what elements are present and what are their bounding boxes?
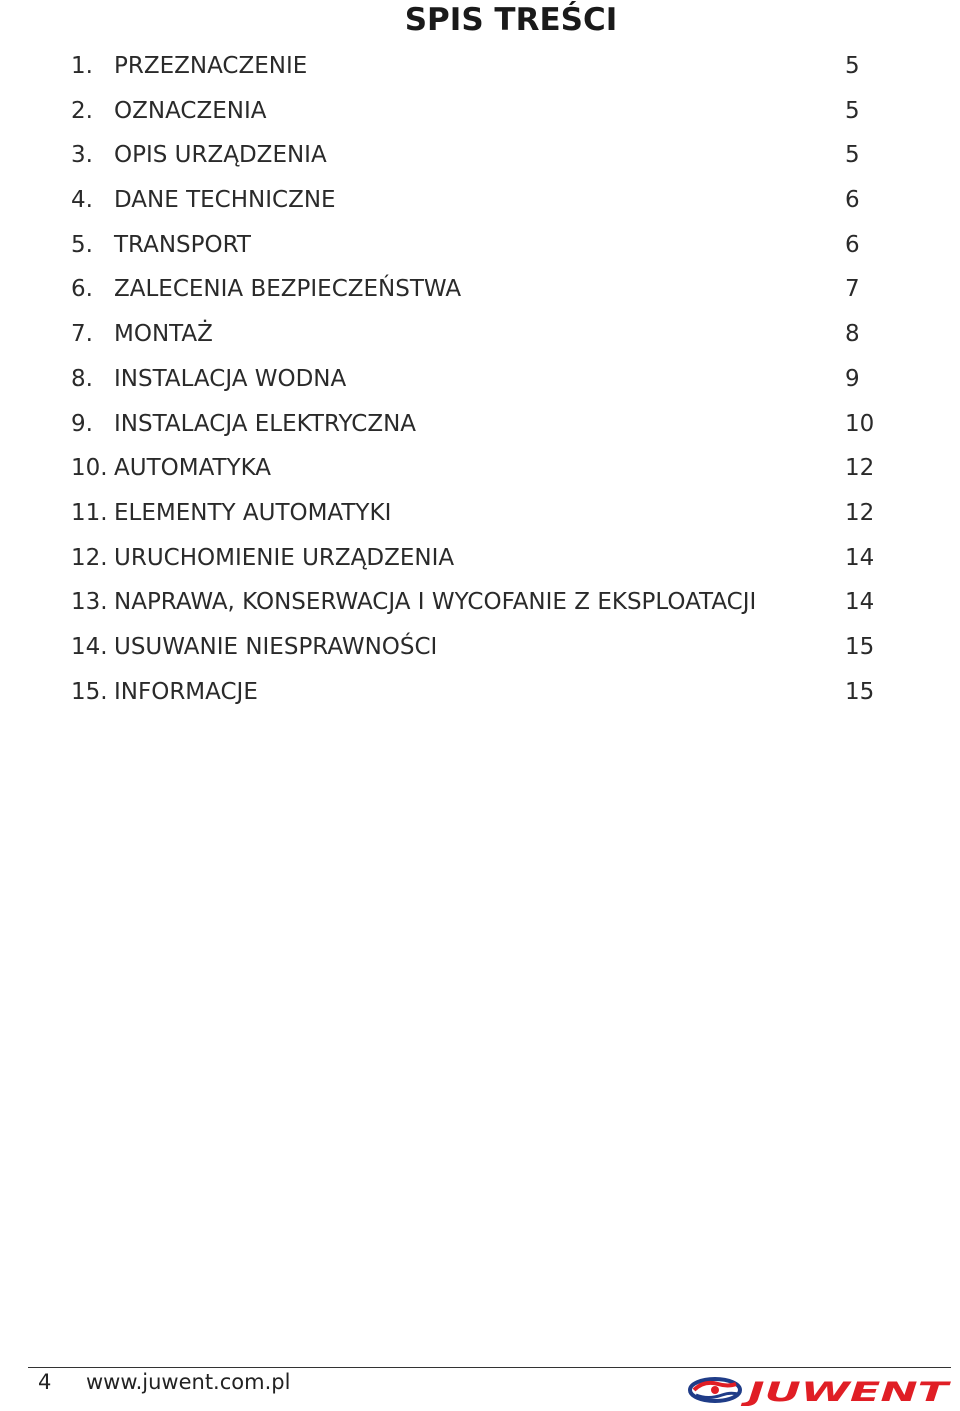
page-title: SPIS TREŚCI: [404, 2, 618, 38]
toc-entry-label: DANE TECHNICZNE: [114, 187, 336, 214]
table-of-contents: [71, 44, 891, 714]
toc-entry-page: 15: [845, 678, 875, 705]
toc-entry-label: MONTAŻ: [114, 321, 213, 348]
toc-entry-page: 6: [845, 187, 860, 214]
toc-entry-number: 2.: [71, 97, 93, 124]
juwent-logo: [688, 1374, 952, 1406]
toc-entry: [71, 178, 891, 223]
toc-entry: [71, 89, 891, 134]
toc-entry-number: 14.: [71, 633, 108, 660]
toc-entry: [71, 536, 891, 581]
toc-entry-page: 9: [845, 365, 860, 392]
toc-entry-page: 5: [845, 53, 860, 79]
toc-entry-page: 8: [845, 321, 860, 348]
toc-entry-number: 6.: [71, 276, 93, 303]
toc-entry-page: 14: [845, 544, 875, 571]
toc-entry: [71, 580, 891, 625]
footer-website-url: www.juwent.com.pl: [86, 1370, 291, 1394]
footer-divider: [28, 1367, 951, 1368]
logo-wordmark: JUWENT: [739, 1377, 952, 1406]
toc-entry: [71, 312, 891, 357]
toc-entry-page: 10: [845, 410, 875, 437]
toc-entry-page: 6: [845, 231, 860, 258]
toc-entry: [71, 446, 891, 491]
toc-entry-number: 7.: [71, 321, 93, 348]
toc-entry-label: INFORMACJE: [114, 678, 258, 705]
toc-entry-page: 12: [845, 455, 875, 482]
toc-entry-number: 3.: [71, 142, 93, 169]
toc-entry-label: URUCHOMIENIE URZĄDZENIA: [114, 544, 455, 571]
toc-entry: [71, 267, 891, 312]
footer-page-number: 4: [38, 1370, 52, 1394]
toc-entry-page: 15: [845, 633, 875, 660]
toc-entry-number: 15.: [71, 678, 108, 705]
toc-entry: [71, 625, 891, 670]
toc-entry-label: ELEMENTY AUTOMATYKI: [114, 499, 392, 526]
toc-entry-number: 10.: [71, 455, 108, 482]
toc-entry-label: TRANSPORT: [114, 231, 251, 258]
toc-entry-label: OZNACZENIA: [114, 97, 267, 124]
toc-entry-label: ZALECENIA BEZPIECZEŃSTWA: [114, 276, 462, 303]
toc-entry: [71, 357, 891, 402]
toc-entry-page: 12: [845, 499, 875, 526]
toc-entry-number: 9.: [71, 410, 93, 437]
toc-entry-page: 14: [845, 589, 875, 616]
toc-entry: [71, 44, 891, 89]
toc-entry: [71, 491, 891, 536]
toc-entry-number: 8.: [71, 365, 93, 392]
toc-entry-label: OPIS URZĄDZENIA: [114, 142, 327, 169]
toc-entry: [71, 402, 891, 447]
toc-entry-page: 5: [845, 97, 860, 124]
logo-swirl-icon: [690, 1379, 740, 1401]
toc-entry-number: 13.: [71, 589, 108, 616]
toc-entry-number: 12.: [71, 544, 108, 571]
toc-entry: [71, 223, 891, 268]
toc-entry-label: USUWANIE NIESPRAWNOŚCI: [114, 633, 438, 660]
toc-entry-label: NAPRAWA, KONSERWACJA I WYCOFANIE Z EKSPLOATACJI: [114, 589, 757, 616]
toc-entry-number: 1.: [71, 53, 93, 79]
toc-entry-page: 5: [845, 142, 860, 169]
toc-entry-label: INSTALACJA ELEKTRYCZNA: [114, 410, 417, 437]
toc-entry-number: 4.: [71, 187, 93, 214]
toc-entry: [71, 670, 891, 715]
toc-entry-page: 7: [845, 276, 860, 303]
toc-entry: [71, 133, 891, 178]
toc-entry-label: PRZEZNACZENIE: [114, 53, 308, 79]
toc-entry-label: INSTALACJA WODNA: [114, 365, 347, 392]
toc-entry-number: 5.: [71, 231, 93, 258]
toc-entry-number: 11.: [71, 499, 108, 526]
toc-entry-label: AUTOMATYKA: [114, 455, 272, 482]
